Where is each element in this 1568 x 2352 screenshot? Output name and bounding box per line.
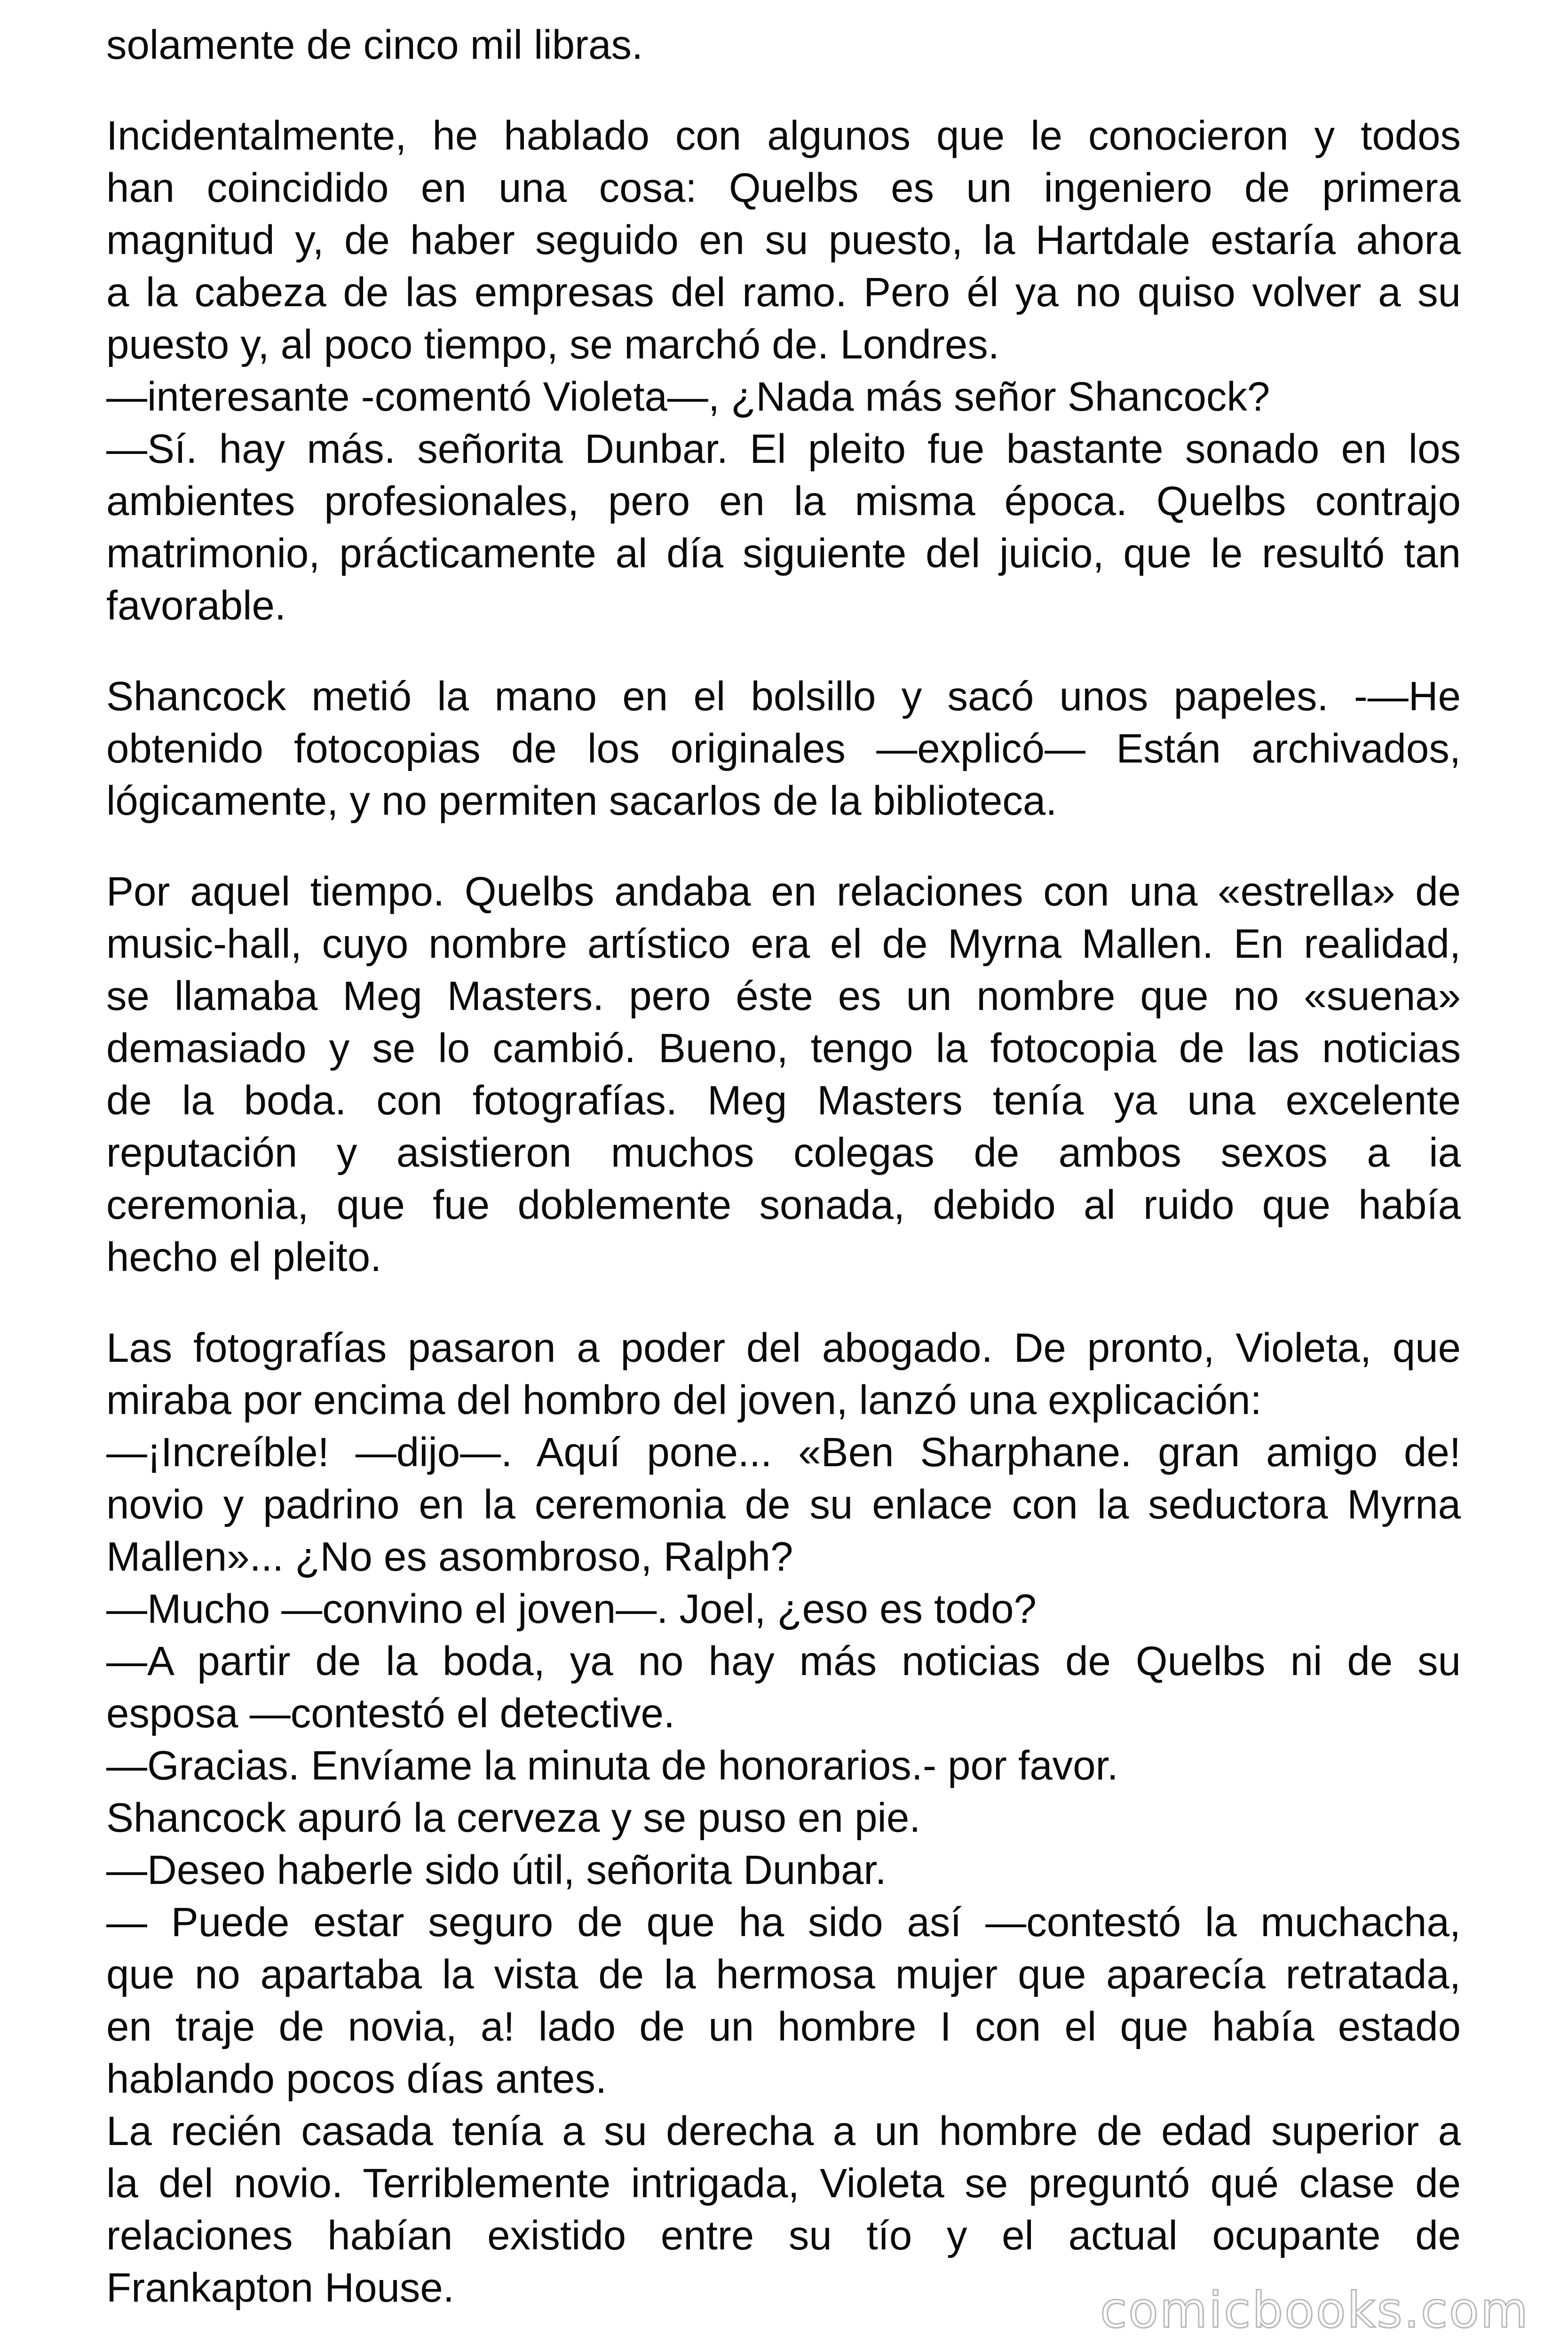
- text-line: solamente de cinco mil libras.: [106, 22, 643, 68]
- text-line: favorable.: [106, 583, 286, 628]
- paragraph-5: [106, 1322, 1461, 2314]
- text-line: ceremonia, que fue doblemente sonada, debido al ruido que había: [106, 1182, 1461, 1228]
- paragraph-4: [106, 866, 1461, 1283]
- text-line: esposa —contestó el detective.: [106, 1691, 675, 1736]
- text-line: novio y padrino en la ceremonia de su enlace con la seductora Myrna: [106, 1482, 1461, 1527]
- text-line: en traje de novia, a! lado de un hombre I con el que había estado: [106, 2004, 1461, 2050]
- text-line: —Gracias. Envíame la minuta de honorarios.- por favor.: [106, 1743, 1118, 1788]
- text-line: a la cabeza de las empresas del ramo. Pero él ya no quiso volver a su: [106, 270, 1461, 315]
- text-line: Shancock metió la mano en el bolsillo y sacó unos papeles. -—He: [106, 674, 1461, 719]
- text-line: se llamaba Meg Masters. pero éste es un nombre que no «suena»: [106, 973, 1461, 1019]
- document-page: [106, 19, 1461, 2352]
- text-line: demasiado y se lo cambió. Bueno, tengo la fotocopia de las noticias: [106, 1025, 1461, 1071]
- text-line: ambientes profesionales, pero en la misma época. Quelbs contrajo: [106, 478, 1461, 524]
- text-line: —A partir de la boda, ya no hay más noticias de Quelbs ni de su: [106, 1638, 1461, 1684]
- text-line: que no apartaba la vista de la hermosa mujer que aparecía retratada,: [106, 1952, 1461, 1997]
- text-line: —Mucho —convino el joven—. Joel, ¿eso es todo?: [106, 1586, 1037, 1632]
- text-line: miraba por encima del hombro del joven, lanzó una explicación:: [106, 1377, 1262, 1423]
- text-line: puesto y, al poco tiempo, se marchó de. Londres.: [106, 322, 999, 367]
- paragraph-3: [106, 670, 1461, 827]
- text-line: Incidentalmente, he hablado con algunos que le conocieron y todos: [106, 113, 1461, 159]
- text-line: lógicamente, y no permiten sacarlos de la biblioteca.: [106, 778, 1057, 824]
- text-line: Por aquel tiempo. Quelbs andaba en relaciones con una «estrella» de: [106, 869, 1461, 914]
- text-line: magnitud y, de haber seguido en su puesto, la Hartdale estaría ahora: [106, 217, 1461, 263]
- paragraph-1: [106, 19, 1461, 71]
- text-line: obtenido fotocopias de los originales —explicó— Están archivados,: [106, 726, 1461, 771]
- text-line: hecho el pleito.: [106, 1234, 382, 1280]
- text-line: Frankapton House.: [106, 2265, 454, 2311]
- paragraph-2: [106, 110, 1461, 632]
- text-line: relaciones habían existido entre su tío y el actual ocupante de: [106, 2213, 1461, 2258]
- text-line: Las fotografías pasaron a poder del abogado. De pronto, Violeta, que: [106, 1325, 1461, 1371]
- text-line: — Puede estar seguro de que ha sido así —contestó la muchacha,: [106, 1899, 1461, 1945]
- text-line: —Deseo haberle sido útil, señorita Dunbar.: [106, 1847, 887, 1893]
- text-line: matrimonio, prácticamente al día siguiente del juicio, que le resultó tan: [106, 531, 1461, 576]
- text-line: la del novio. Terriblemente intrigada, Violeta se preguntó qué clase de: [106, 2161, 1461, 2206]
- text-line: de la boda. con fotografías. Meg Masters tenía ya una excelente: [106, 1078, 1461, 1123]
- text-line: han coincidido en una cosa: Quelbs es un ingeniero de primera: [106, 165, 1461, 211]
- text-line: hablando pocos días antes.: [106, 2056, 607, 2102]
- text-line: —¡Increíble! —dijo—. Aquí pone... «Ben Sharphane. gran amigo de!: [106, 1430, 1461, 1475]
- text-line: Mallen»... ¿No es asombroso, Ralph?: [106, 1534, 793, 1580]
- text-line: La recién casada tenía a su derecha a un hombre de edad superior a: [106, 2108, 1461, 2154]
- text-line: —Sí. hay más. señorita Dunbar. El pleito fue bastante sonado en los: [106, 426, 1461, 472]
- text-line: music-hall, cuyo nombre artístico era el de Myrna Mallen. En realidad,: [106, 921, 1461, 967]
- text-line: Shancock apuró la cerveza y se puso en pie.: [106, 1795, 921, 1841]
- text-line: reputación y asistieron muchos colegas de ambos sexos a ia: [106, 1130, 1461, 1176]
- site-watermark: comicbooks.com: [1100, 2281, 1529, 2339]
- text-line: —interesante -comentó Violeta—, ¿Nada más señor Shancock?: [106, 374, 1270, 420]
